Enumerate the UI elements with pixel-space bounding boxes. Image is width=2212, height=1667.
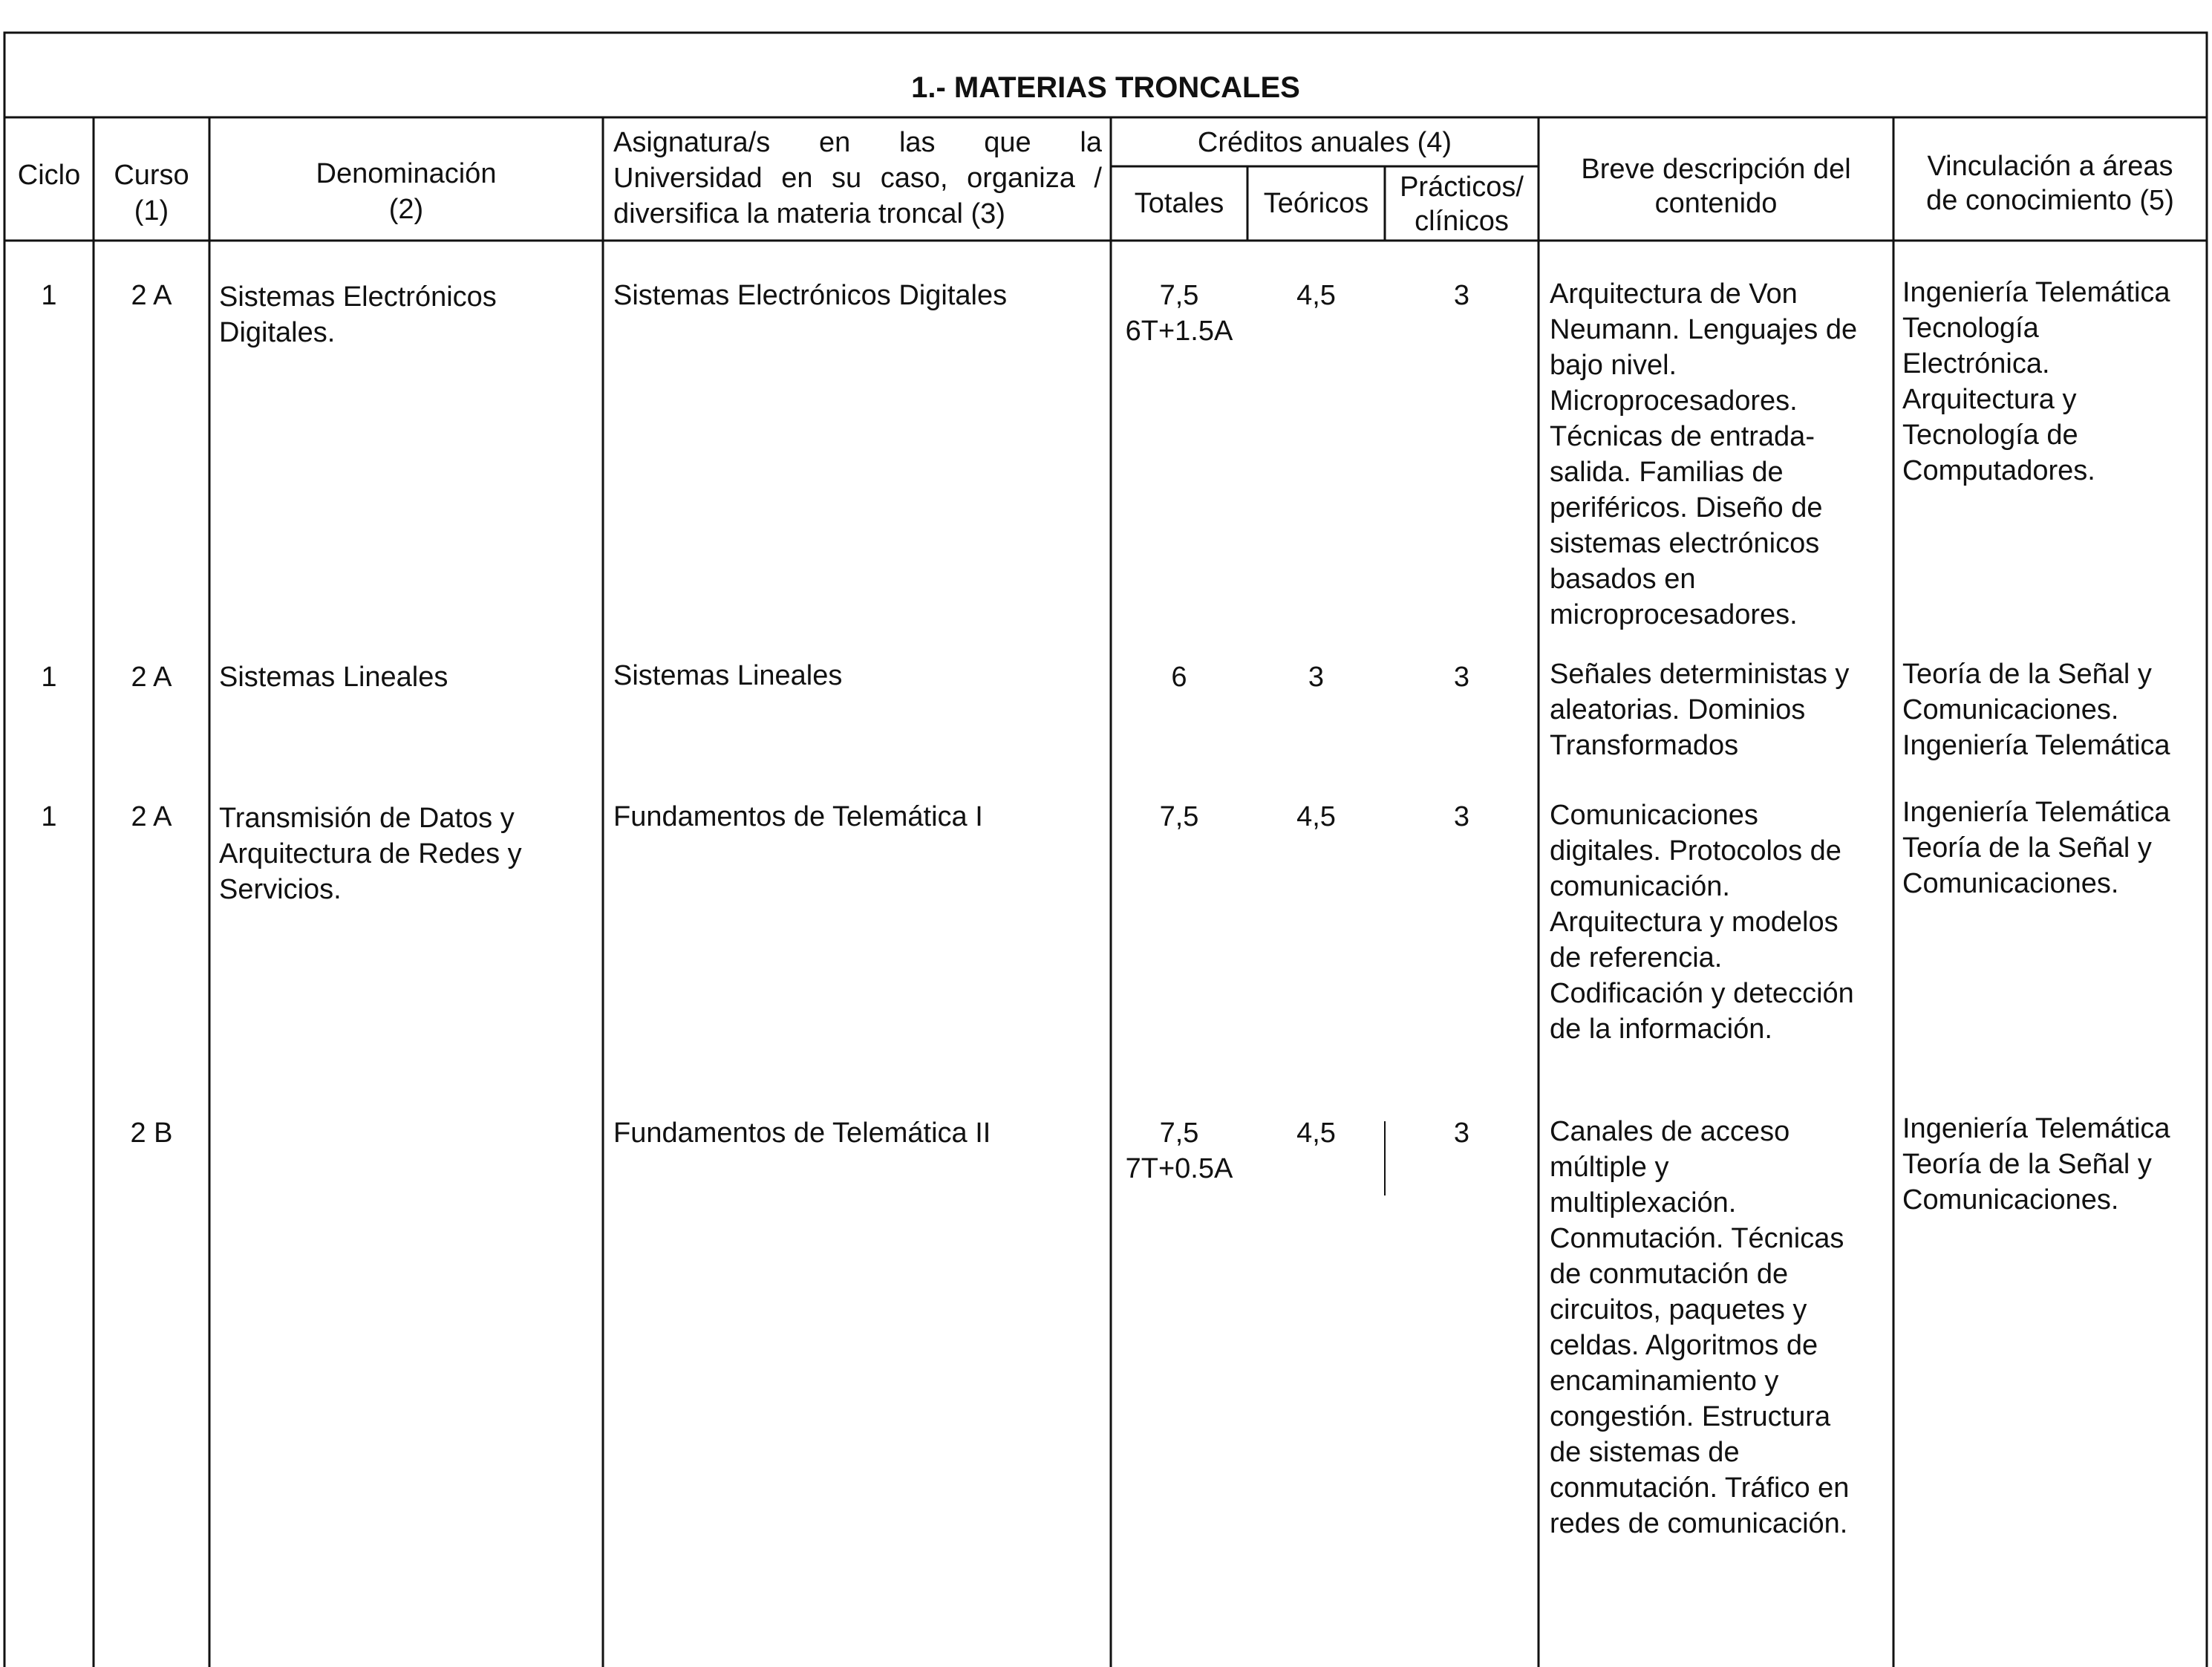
row-vinculacion: Ingeniería Telemática — [1902, 797, 2170, 828]
row-curso: 2 A — [131, 801, 172, 832]
row-asignatura: Sistemas Electrónicos Digitales — [613, 280, 1008, 311]
header-vinculacion: Vinculación a áreas — [1927, 151, 2173, 182]
header-descripcion: Breve descripción del — [1581, 154, 1851, 185]
header-creditos: Créditos anuales (4) — [1197, 127, 1452, 158]
row-denominacion: Sistemas Lineales — [219, 662, 448, 693]
row-descripcion: sistemas electrónicos — [1550, 528, 1820, 559]
row-practicos: 3 — [1453, 801, 1470, 832]
row-ciclo: 1 — [41, 801, 57, 832]
row-vinculacion: Ingeniería Telemática — [1902, 277, 2170, 308]
row-denominacion: Digitales. — [219, 317, 336, 348]
header-descripcion-note: contenido — [1654, 188, 1778, 219]
row-vinculacion: Computadores. — [1902, 455, 2095, 486]
row-descripcion: microprocesadores. — [1550, 599, 1798, 630]
row-vinculacion: Tecnología de — [1902, 420, 2078, 451]
row-vinculacion: Comunicaciones. — [1902, 1184, 2119, 1216]
row-descripcion: Arquitectura y modelos — [1550, 907, 1839, 938]
row-asignatura: Fundamentos de Telemática II — [613, 1118, 991, 1149]
row-descripcion: Técnicas de entrada- — [1550, 421, 1815, 452]
row-descripcion: basados en — [1550, 564, 1696, 595]
row-totales-split: 7T+0.5A — [1125, 1153, 1233, 1184]
row-descripcion: Arquitectura de Von — [1550, 278, 1798, 310]
row-vinculacion: Tecnología — [1902, 313, 2039, 344]
header-asignatura-line-2: Universidad en su caso, organiza / — [613, 163, 1102, 194]
header-practicos: Prácticos/ — [1400, 172, 1524, 203]
header-asignatura-line-3: diversifica la materia troncal (3) — [613, 198, 1005, 229]
row-vinculacion: Ingeniería Telemática — [1902, 1113, 2170, 1144]
row-descripcion: Conmutación. Técnicas — [1550, 1223, 1844, 1254]
row-denominacion: Transmisión de Datos y — [219, 803, 515, 834]
row-descripcion: comunicación. — [1550, 871, 1730, 902]
row-descripcion: conmutación. Tráfico en — [1550, 1472, 1850, 1504]
row-totales-split: 6T+1.5A — [1125, 316, 1233, 347]
header-denominacion-note: (2) — [388, 194, 424, 225]
row-vinculacion: Ingeniería Telemática — [1902, 730, 2170, 761]
row-descripcion: encaminamiento y — [1550, 1366, 1779, 1397]
header-curso-note: (1) — [134, 195, 169, 226]
row-descripcion: de referencia. — [1550, 942, 1723, 973]
row-descripcion: Señales deterministas y — [1550, 659, 1850, 690]
row-denominacion: Sistemas Electrónicos — [219, 281, 497, 313]
row-descripcion: Transformados — [1550, 730, 1739, 761]
row-descripcion: de conmutación de — [1550, 1259, 1789, 1290]
row-descripcion: redes de comunicación. — [1550, 1508, 1848, 1539]
row-teoricos: 4,5 — [1296, 1118, 1336, 1149]
row-teoricos: 4,5 — [1296, 280, 1336, 311]
row-practicos: 3 — [1453, 662, 1470, 693]
row-descripcion: Microprocesadores. — [1550, 385, 1798, 417]
row-descripcion: circuitos, paquetes y — [1550, 1294, 1807, 1325]
row-totales: 7,5 — [1159, 280, 1199, 311]
row-vinculacion: Teoría de la Señal y — [1902, 832, 2152, 864]
row-descripcion: múltiple y — [1550, 1152, 1669, 1183]
row-descripcion: periféricos. Diseño de — [1550, 492, 1823, 523]
row-descripcion: Codificación y detección — [1550, 978, 1854, 1009]
header-asignatura-line-1: Asignatura/s en las que la — [613, 127, 1102, 158]
header-practicos-note: clínicos — [1415, 206, 1509, 237]
table-title: 1.- MATERIAS TRONCALES — [911, 71, 1300, 104]
row-descripcion: Canales de acceso — [1550, 1116, 1790, 1147]
row-totales: 6 — [1171, 662, 1187, 693]
row-descripcion: Comunicaciones — [1550, 800, 1758, 831]
row-descripcion: aleatorias. Dominios — [1550, 694, 1806, 725]
row-curso: 2 A — [131, 662, 172, 693]
row-vinculacion: Comunicaciones. — [1902, 694, 2119, 725]
header-teoricos: Teóricos — [1263, 188, 1369, 219]
row-practicos: 3 — [1453, 1118, 1470, 1149]
row-totales: 7,5 — [1159, 801, 1199, 832]
row-descripcion: celdas. Algoritmos de — [1550, 1330, 1818, 1361]
header-ciclo: Ciclo — [17, 160, 81, 191]
row-descripcion: digitales. Protocolos de — [1550, 835, 1841, 867]
row-descripcion: multiplexación. — [1550, 1187, 1737, 1219]
header-curso: Curso — [114, 160, 189, 191]
header-totales: Totales — [1134, 188, 1224, 219]
row-descripcion: congestión. Estructura — [1550, 1401, 1831, 1432]
row-vinculacion: Comunicaciones. — [1902, 868, 2119, 899]
row-denominacion: Servicios. — [219, 874, 342, 905]
row-curso: 2 B — [130, 1118, 173, 1149]
row-descripcion: de la información. — [1550, 1014, 1772, 1045]
row-vinculacion: Electrónica. — [1902, 348, 2050, 379]
row-descripcion: salida. Familias de — [1550, 457, 1784, 488]
row-practicos: 3 — [1453, 280, 1470, 311]
row-teoricos: 4,5 — [1296, 801, 1336, 832]
row-asignatura: Sistemas Lineales — [613, 660, 843, 691]
row-asignatura: Fundamentos de Telemática I — [613, 801, 983, 832]
row-totales: 7,5 — [1159, 1118, 1199, 1149]
header-vinculacion-note: de conocimiento (5) — [1926, 185, 2174, 216]
row-curso: 2 A — [131, 280, 172, 311]
row-vinculacion: Teoría de la Señal y — [1902, 659, 2152, 690]
row-ciclo: 1 — [41, 662, 57, 693]
row-vinculacion: Arquitectura y — [1902, 384, 2077, 415]
row-teoricos: 3 — [1308, 662, 1325, 693]
row-vinculacion: Teoría de la Señal y — [1902, 1149, 2152, 1180]
row-descripcion: Neumann. Lenguajes de — [1550, 314, 1858, 345]
header-denominacion: Denominación — [316, 158, 497, 189]
row-descripcion: bajo nivel. — [1550, 350, 1677, 381]
row-denominacion: Arquitectura de Redes y — [219, 838, 522, 870]
row-descripcion: de sistemas de — [1550, 1437, 1740, 1468]
row-ciclo: 1 — [41, 280, 57, 311]
